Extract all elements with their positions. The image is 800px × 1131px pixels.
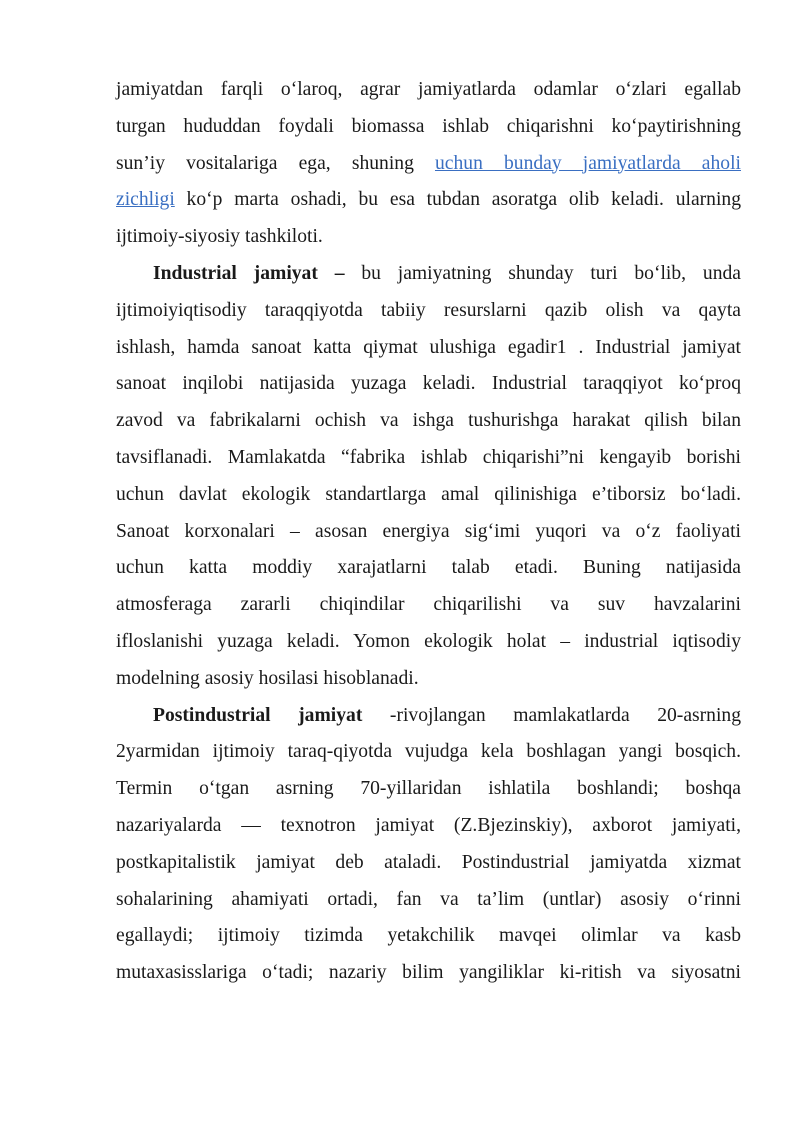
text-line bbox=[116, 188, 741, 212]
hyperlink[interactable]: zichligi bbox=[116, 189, 175, 211]
text-run: atmosferaga zararli chiqindilar chiqarilishi va suv havzalarini bbox=[116, 594, 741, 616]
text-run: uchun katta moddiy xarajatlarni talab etadi. Buning natijasida bbox=[116, 557, 741, 579]
text-run: uchun davlat ekologik standartlarga amal qilinishiga e’tiborsiz bo‘ladi. bbox=[116, 483, 741, 505]
text-run: sun’iy vositalariga ega, shuning bbox=[116, 152, 435, 174]
text-line bbox=[116, 372, 741, 396]
text-line bbox=[116, 777, 741, 801]
text-run: modelning asosiy hosilasi hisoblanadi. bbox=[116, 667, 419, 689]
text-run: sanoat inqilobi natijasida yuzaga keladi. Industrial taraqqiyot ko‘proq bbox=[116, 373, 741, 395]
text-run: sohalarining ahamiyati ortadi, fan va ta’lim (untlar) asosiy o‘rinni bbox=[116, 888, 741, 910]
text-line bbox=[116, 483, 741, 507]
text-line bbox=[116, 446, 741, 470]
text-run: nazariyalarda — texnotron jamiyat (Z.Bjezinskiy), axborot jamiyati, bbox=[116, 815, 741, 836]
text-run: postkapitalistik jamiyat deb ataladi. Postindustrial jamiyatda xizmat bbox=[116, 851, 741, 873]
text-line bbox=[116, 556, 741, 580]
text-line bbox=[116, 593, 741, 617]
text-run: egallaydi; ijtimoiy tizimda yetakchilik mavqei olimlar va kasb bbox=[116, 925, 741, 947]
bold-term: Industrial jamiyat – bbox=[153, 263, 345, 284]
text-line bbox=[116, 152, 741, 176]
text-line bbox=[116, 888, 741, 912]
text-run: Sanoat korxonalari – asosan energiya sig‘imi yuqori va o‘z faoliyati bbox=[116, 520, 741, 542]
text-line bbox=[116, 520, 741, 544]
text-run: jamiyatdan farqli o‘laroq, agrar jamiyatlarda odamlar o‘zlari egallab bbox=[116, 79, 741, 100]
text-line bbox=[116, 336, 741, 360]
text-line bbox=[116, 409, 741, 433]
text-line bbox=[153, 262, 741, 286]
text-run: tavsiflanadi. Mamlakatda “fabrika ishlab chiqarishi”ni kengayib borishi bbox=[116, 447, 741, 468]
text-line bbox=[153, 704, 741, 728]
text-line bbox=[116, 851, 741, 875]
text-run: 2yarmidan ijtimoiy taraq-qiyotda vujudga kela boshlagan yangi bosqich. bbox=[116, 741, 741, 763]
text-run: zavod va fabrikalarni ochish va ishga tushurishga harakat qilish bilan bbox=[116, 410, 741, 432]
text-line bbox=[116, 225, 741, 249]
text-line bbox=[116, 814, 741, 838]
text-line bbox=[116, 961, 741, 985]
text-run: ifloslanishi yuzaga keladi. Yomon ekologik holat – industrial iqtisodiy bbox=[116, 631, 741, 652]
text-line bbox=[116, 630, 741, 654]
bold-term: Postindustrial jamiyat bbox=[153, 704, 363, 726]
text-run: Termin o‘tgan asrning 70-yillaridan ishlatila boshlandi; boshqa bbox=[116, 778, 741, 800]
text-run: ishlash, hamda sanoat katta qiymat ulushiga egadir1 . Industrial jamiyat bbox=[116, 336, 741, 358]
hyperlink[interactable]: uchun bunday jamiyatlarda aholi bbox=[434, 152, 741, 174]
text-run: ijtimoiyiqtisodiy taraqqiyotda tabiiy resurslarni qazib olish va qayta bbox=[116, 299, 741, 321]
text-run: ko‘p marta oshadi, bu esa tubdan asoratga olib keladi. ularning bbox=[174, 189, 741, 211]
text-line bbox=[116, 924, 741, 948]
text-run: mutaxasisslariga o‘tadi; nazariy bilim yangiliklar ki-ritish va siyosatni bbox=[116, 962, 741, 984]
text-run: turgan hududdan foydali biomassa ishlab chiqarishni ko‘paytirishning bbox=[116, 115, 741, 137]
text-line bbox=[116, 740, 741, 764]
text-line bbox=[116, 78, 741, 102]
text-run: -rivojlangan mamlakatlarda 20-asrning bbox=[362, 704, 742, 726]
text-line bbox=[116, 667, 741, 691]
text-line bbox=[116, 115, 741, 139]
text-run: bu jamiyatning shunday turi bo‘lib, unda bbox=[344, 263, 741, 284]
text-line bbox=[116, 299, 741, 323]
text-run: ijtimoiy-siyosiy tashkiloti. bbox=[116, 226, 323, 248]
